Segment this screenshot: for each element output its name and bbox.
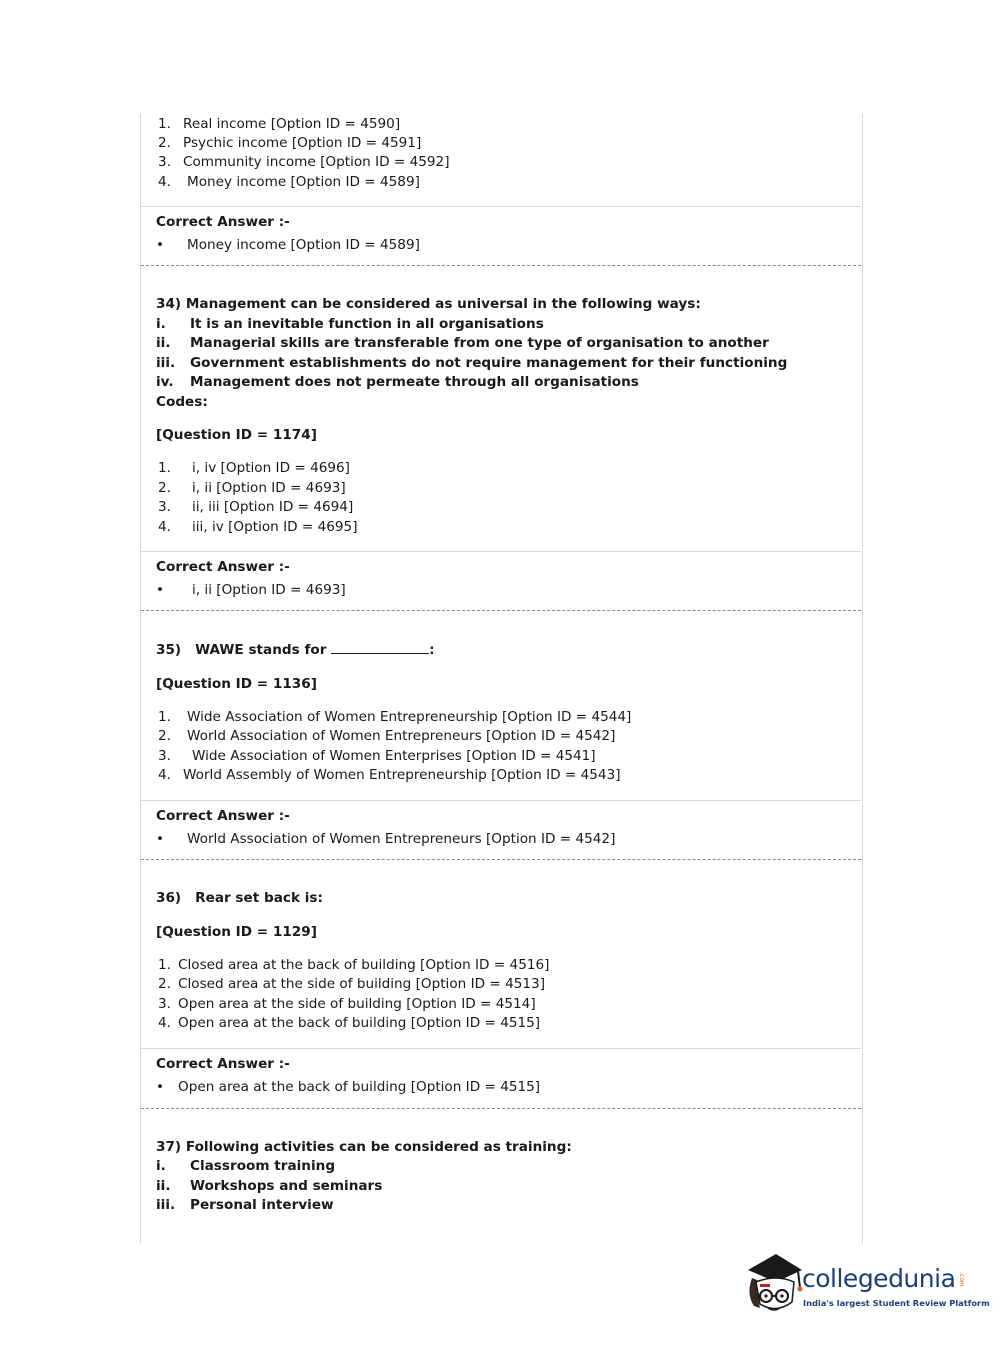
q35-answer: Correct Answer :- • World Association of Women Entrepreneurs [Option ID = 4542] <box>141 800 861 860</box>
q37-question: 37) Following activities can be considered as training: i. Classroom training ii. Workshops and seminars iii. Personal interview <box>156 1139 572 1213</box>
question-title: 35) WAWE stands for : <box>156 642 435 658</box>
collegedunia-logo <box>742 1248 990 1322</box>
answer-label: Correct Answer :- <box>156 808 290 824</box>
logo-wordmark: collegedunia <box>802 1264 956 1293</box>
q34-answer: Correct Answer :- • i, ii [Option ID = 4693] <box>141 551 861 611</box>
logo-domain: .com <box>958 1272 965 1287</box>
q36-question: 36) Rear set back is: [Question ID = 1129] 1. Closed area at the back of building [Option ID = 4516] 2. Closed area at the side of building [Option ID = 4513] 3. Open area at the side of building [Option ID = 4514] 4. Open area at the back of building [Option ID = 4515] <box>156 890 550 1031</box>
q35-question: 35) WAWE stands for : [Question ID = 1136] 1. Wide Association of Women Entrepreneurship [Option ID = 4544] 2. World Association of Women Entrepreneurs [Option ID = 4542] 3. Wide Association of Women Enterprises [Option ID = 4541] 4. World Assembly of Women Entrepreneurship [Option ID = 4543] <box>156 642 632 783</box>
q33-options: 1. Real income [Option ID = 4590] 2. Psychic income [Option ID = 4591] 3. Community income [Option ID = 4592] 4. Money income [Option ID = 4589] <box>158 116 450 190</box>
fill-blank <box>331 641 429 654</box>
question-title: 36) Rear set back is: <box>156 890 323 906</box>
question-id: [Question ID = 1129] <box>156 924 317 940</box>
answer-label: Correct Answer :- <box>156 214 290 230</box>
answer-label: Correct Answer :- <box>156 1056 290 1072</box>
question-id: [Question ID = 1174] <box>156 427 317 443</box>
mascot-icon <box>742 1248 806 1322</box>
codes-label: Codes: <box>156 394 208 410</box>
logo-tagline: India's largest Student Review Platform <box>803 1298 990 1308</box>
question-id: [Question ID = 1136] <box>156 676 317 692</box>
question-title: 37) Following activities can be considered as training: <box>156 1139 572 1155</box>
answer-label: Correct Answer :- <box>156 559 290 575</box>
q34-question: 34) Management can be considered as universal in the following ways: i. It is an inevitable function in all organisations ii. Managerial skills are transferable from one type of organisation to another iii. Government establishments do not require management for their functioning iv. Management does not permeate through all organisations Codes: [Question ID = 1174] 1. i, iv [Option ID = 4696] 2. i, ii [Option ID = 4693] 3. ii, iii [Option ID = 4694] 4. iii, iv [Option ID = 4695] <box>156 296 788 535</box>
q33-answer: Correct Answer :- • Money income [Option ID = 4589] <box>141 206 861 266</box>
q36-answer: Correct Answer :- • Open area at the back of building [Option ID = 4515] <box>141 1048 861 1109</box>
question-title: 34) Management can be considered as universal in the following ways: <box>156 296 701 312</box>
